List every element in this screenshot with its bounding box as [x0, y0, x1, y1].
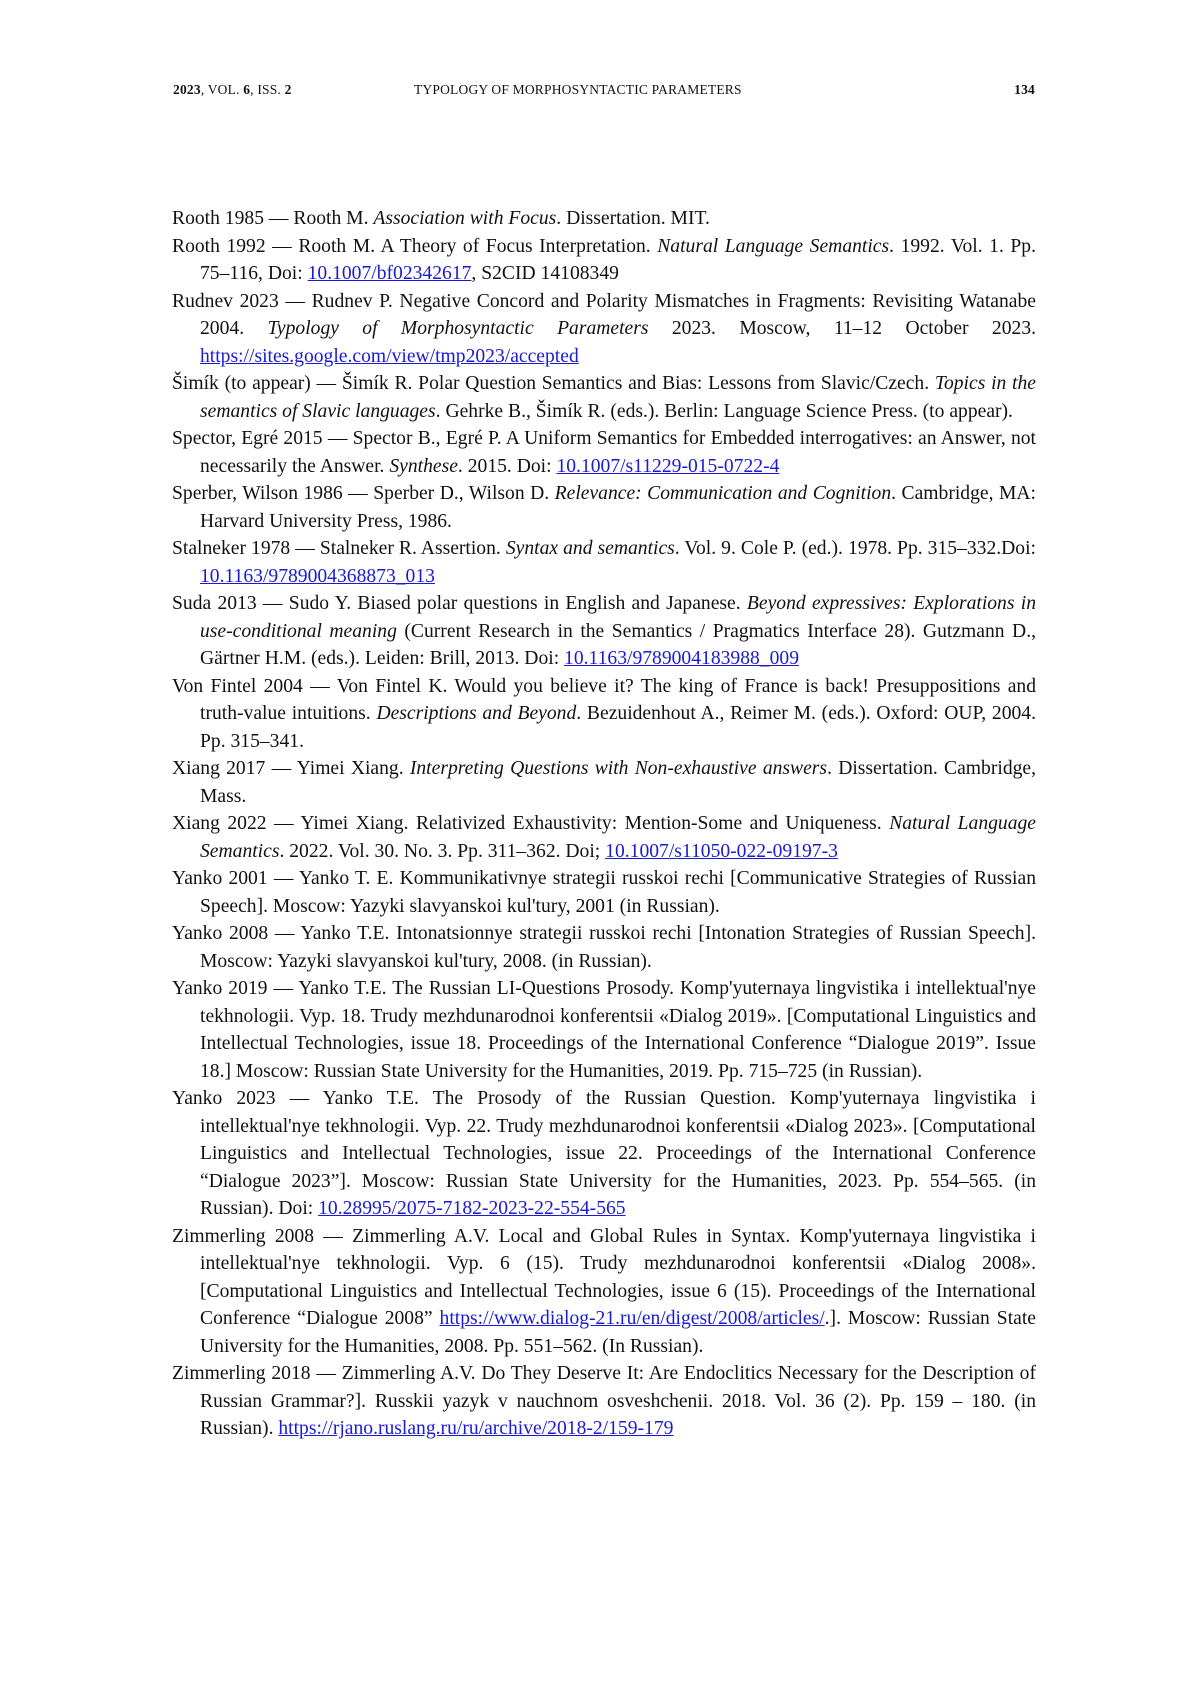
page-number: 134 — [1014, 82, 1035, 97]
reference-text: Von Fintel 2004 — Von Fintel K. Would you believe it? The king of France is back! Presuppositions and truth-value intuitions. — [172, 675, 1036, 724]
reference-italic-title: Natural Language Semantics — [657, 235, 890, 257]
reference-entry — [172, 865, 1036, 920]
reference-text: . Dissertation. MIT. — [556, 208, 710, 229]
reference-entry — [172, 425, 1036, 480]
reference-entry — [172, 535, 1036, 590]
reference-text: . Vol. 9. Cole P. (ed.). 1978. Pp. 315–332.Doi: — [674, 538, 1036, 559]
header-iss-label: , ISS. — [250, 82, 285, 97]
reference-link[interactable]: 10.1007/bf02342617 — [307, 263, 472, 284]
reference-text: . Bezuidenhout A., Reimer M. (eds.). Oxford: OUP, 2004. Pp. 315–341. — [200, 703, 1036, 752]
reference-text: . 2022. Vol. 30. No. 3. Pp. 311–362. Doi; — [279, 840, 606, 862]
reference-entry — [172, 205, 1036, 233]
running-title: TYPOLOGY OF MORPHOSYNTACTIC PARAMETERS — [414, 82, 742, 97]
reference-entry — [172, 1085, 1036, 1223]
reference-text: Spector, Egré 2015 — Spector B., Egré P. A Uniform Semantics for Embedded interrogatives: an Answer, not necessarily the Answer. — [172, 428, 1036, 477]
reference-entry — [172, 920, 1036, 975]
reference-italic-title: Topics in the semantics of Slavic languages — [200, 373, 1036, 422]
reference-entry — [172, 288, 1036, 371]
reference-link[interactable]: 10.1163/9789004183988_009 — [564, 648, 799, 669]
reference-text: Zimmerling 2018 — Zimmerling A.V. Do They Deserve It: Are Endoclitics Necessary for the Description of Russian Grammar?]. Russkii yazyk v nauchnom osveshchenii. 2018. Vol. 36 (2). Pp. 159 – 180. (in Russian). — [172, 1363, 1036, 1439]
reference-italic-title: Typology of Morphosyntactic Parameters — [267, 318, 649, 339]
reference-text: Yanko 2008 — Yanko T.E. Intonatsionnye strategii russkoi rechi [Intonation Strategies of Russian Speech]. Moscow: Yazyki slavyanskoi kul'tury, 2008. (in Russian). — [172, 923, 1036, 972]
reference-entry — [172, 1223, 1036, 1361]
reference-text: Xiang 2022 — Yimei Xiang. Relativized Exhaustivity: Mention-Some and Uniqueness. — [172, 813, 890, 834]
reference-italic-title: Interpreting Questions with Non-exhaustive answers — [409, 758, 828, 779]
running-header — [173, 82, 1035, 104]
reference-italic-title: Association with Focus — [373, 208, 557, 229]
header-vol-label: , VOL. — [200, 82, 244, 97]
reference-text: (Current Research in the Semantics / Pragmatics Interface 28). Gutzmann D., Gärtner H.M. (eds.). Leiden: Brill, 2013. Doi: — [200, 620, 1037, 669]
reference-link[interactable]: https://sites.google.com/view/tmp2023/accepted — [200, 345, 579, 367]
reference-text: Yanko 2001 — Yanko T. E. Kommunikativnye strategii russkoi rechi [Communicative Strategies of Russian Speech]. Moscow: Yazyki slavyanskoi kul'tury, 2001 (in Russian). — [172, 868, 1036, 917]
reference-text: . 2015. Doi: — [457, 455, 557, 477]
reference-text: Rooth 1992 — Rooth M. A Theory of Focus Interpretation. — [172, 235, 658, 257]
reference-text: . Dissertation. Cambridge, Mass. — [200, 758, 1037, 807]
reference-text: Rooth 1985 — Rooth M. — [172, 208, 374, 229]
reference-entry — [172, 673, 1036, 756]
reference-entry — [172, 1360, 1036, 1443]
header-vol-number: 6 — [243, 82, 251, 97]
reference-entry — [172, 370, 1036, 425]
reference-link[interactable]: 10.1163/9789004368873_013 — [200, 565, 435, 587]
reference-text: Yanko 2023 — Yanko T.E. The Prosody of the Russian Question. Komp'yuternaya lingvistika i intellektual'nye tekhnologii. Vyp. 22. Trudy mezhdunarodnoi konferentsii «Dialog 2023». [Computational Linguistics and Intellectual Technologies, issue 22. Proceedings of the International Conference “Dialogue 2023”]. Moscow: Russian State University for the Humanities, 2023. Pp. 554–565. (in Russian). Doi: — [172, 1088, 1036, 1219]
reference-link[interactable]: 10.1007/s11229-015-0722-4 — [556, 455, 780, 477]
reference-link[interactable]: https://rjano.ruslang.ru/ru/archive/2018-2/159-179 — [278, 1418, 674, 1439]
reference-italic-title: Synthese — [389, 455, 458, 477]
reference-text: . Cambridge, MA: Harvard University Press, 1986. — [200, 483, 1036, 532]
reference-italic-title: Relevance: Communication and Cognition — [554, 483, 892, 504]
reference-entry — [172, 233, 1036, 288]
reference-link[interactable]: https://www.dialog-21.ru/en/digest/2008/articles/ — [439, 1308, 825, 1329]
reference-list — [172, 205, 1036, 1443]
reference-text: 2023. Moscow, 11–12 October 2023. — [648, 318, 1037, 339]
reference-text: Rudnev 2023 — Rudnev P. Negative Concord and Polarity Mismatches in Fragments: Revisiting Watanabe 2004. — [172, 290, 1036, 339]
reference-italic-title: Descriptions and Beyond — [376, 703, 577, 724]
reference-text: Suda 2013 — Sudo Y. Biased polar questions in English and Japanese. — [172, 593, 747, 614]
reference-text: Zimmerling 2008 — Zimmerling A.V. Local and Global Rules in Syntax. Komp'yuternaya lingvistika i intellektual'nye tekhnologii. Vyp. 6 (15). Trudy mezhdunarodnoi konferentsii «Dialog 2008». [Computational Linguistics and Intellectual Technologies, issue 6 (15). Proceedings of the International Conference “Dialogue 2008” — [172, 1225, 1036, 1329]
reference-link[interactable]: 10.28995/2075-7182-2023-22-554-565 — [318, 1198, 626, 1219]
reference-text: Stalneker 1978 — Stalneker R. Assertion. — [172, 538, 506, 559]
header-iss-number: 2 — [284, 82, 292, 97]
reference-text: Sperber, Wilson 1986 — Sperber D., Wilson D. — [172, 483, 555, 504]
reference-italic-title: Natural Language Semantics — [200, 813, 1037, 862]
reference-text: , S2CID 14108349 — [471, 263, 619, 284]
reference-text: . Gehrke B., Šimík R. (eds.). Berlin: Language Science Press. (to appear). — [435, 400, 1013, 422]
reference-entry — [172, 590, 1036, 673]
reference-link[interactable]: 10.1007/s11050-022-09197-3 — [605, 840, 838, 862]
reference-text: Šimík (to appear) — Šimík R. Polar Question Semantics and Bias: Lessons from Slavic/Czech. — [172, 373, 935, 394]
reference-text: Xiang 2017 — Yimei Xiang. — [172, 758, 410, 779]
reference-italic-title: Beyond expressives: Explorations in use-conditional meaning — [200, 593, 1036, 642]
journal-issue-info — [173, 82, 292, 98]
header-year: 2023 — [173, 82, 201, 97]
reference-text: . 1992. Vol. 1. Pp. 75–116, Doi: — [200, 235, 1036, 284]
reference-text: Yanko 2019 — Yanko T.E. The Russian LI-Questions Prosody. Komp'yuternaya lingvistika i intellektual'nye tekhnologii. Vyp. 18. Trudy mezhdunarodnoi konferentsii «Dialog 2019». [Computational Linguistics and Intellectual Technologies, issue 18. Proceedings of the International Conference “Dialogue 2019”. Issue 18.] Moscow: Russian State University for the Humanities, 2019. Pp. 715–725 (in Russian). — [172, 978, 1036, 1082]
reference-text: .]. Moscow: Russian State University for the Humanities, 2008. Pp. 551–562. (In Russian). — [200, 1308, 1036, 1357]
reference-italic-title: Syntax and semantics — [505, 538, 675, 559]
reference-entry — [172, 480, 1036, 535]
reference-entry — [172, 975, 1036, 1085]
reference-entry — [172, 755, 1036, 810]
reference-entry — [172, 810, 1036, 865]
